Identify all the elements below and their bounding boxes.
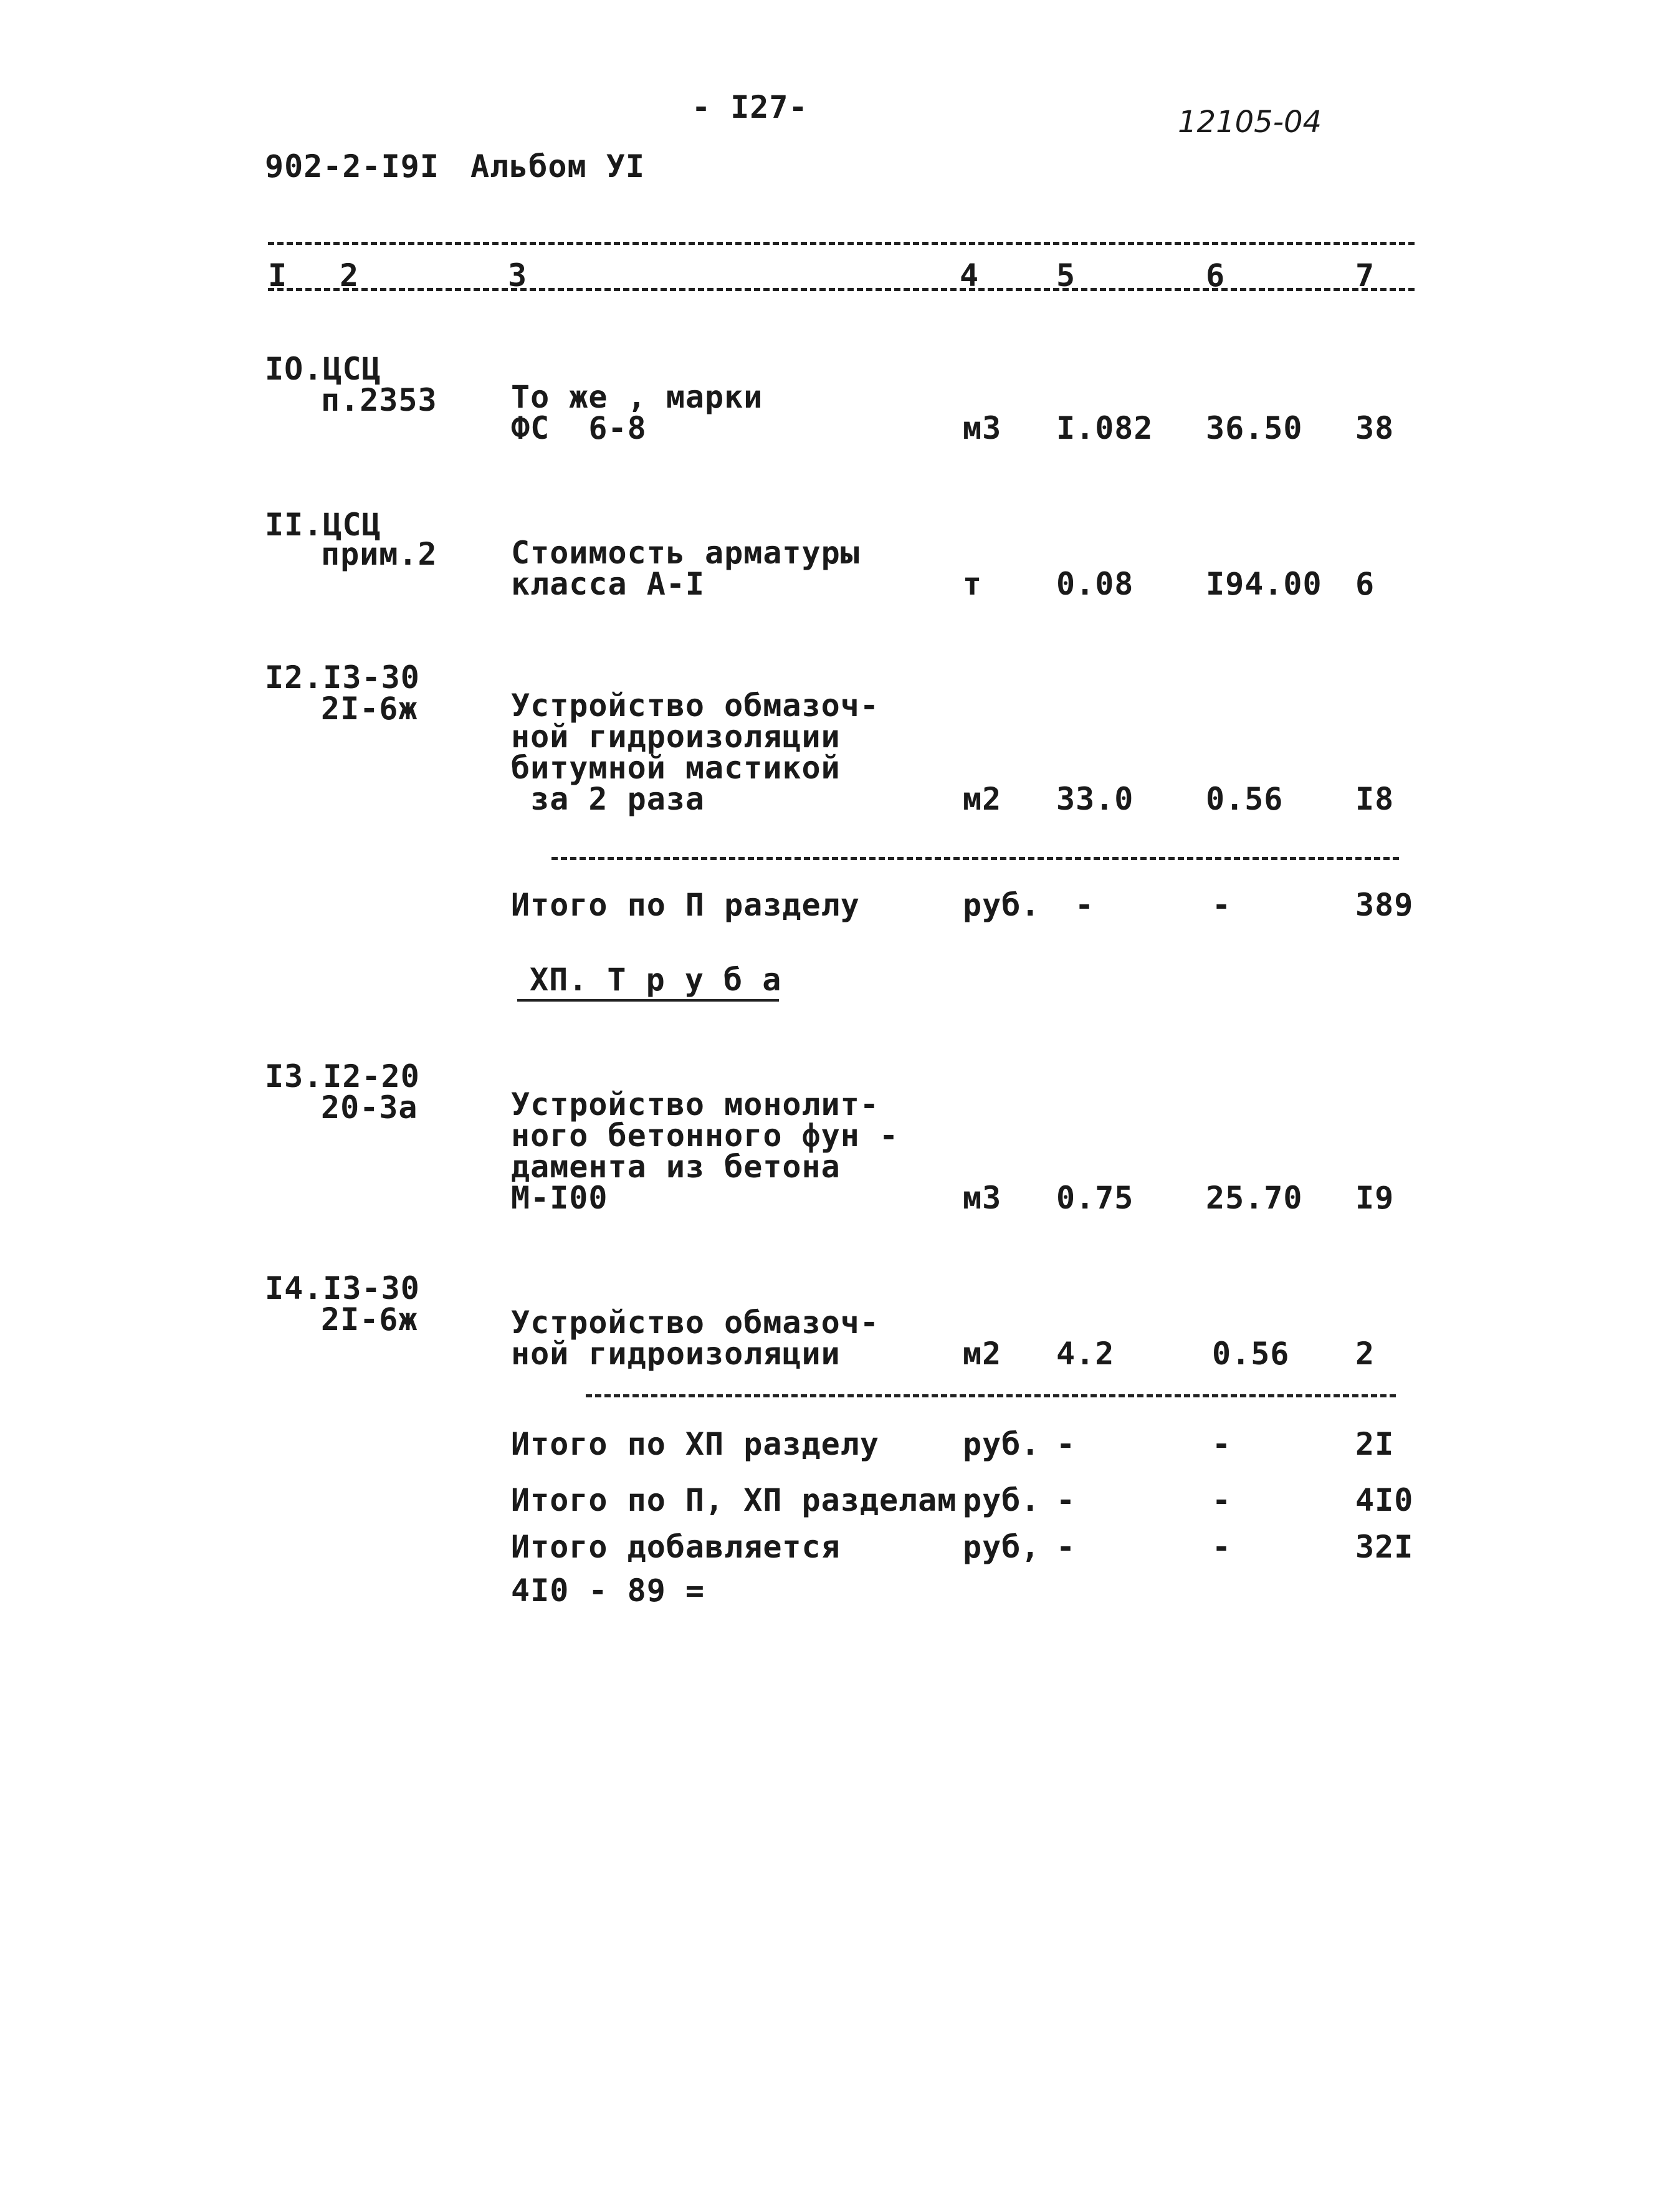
- document-code: 902-2-I9I: [265, 148, 439, 184]
- subtotal-sections-price: -: [1212, 1482, 1232, 1518]
- header-top-rule: [268, 242, 1415, 245]
- subtotal-section-12-price: -: [1212, 1426, 1232, 1462]
- row-12-desc-3: битумной мастикой: [511, 750, 841, 786]
- subtotal-section-12-label: Итого по ХП разделу: [511, 1426, 879, 1462]
- subtotal-sections-label: Итого по П, ХП разделам: [511, 1482, 957, 1518]
- row-12-desc-4: за 2 раза: [511, 781, 705, 817]
- row-13-code-2: 20-3а: [321, 1089, 418, 1126]
- row-10-qty: I.082: [1056, 410, 1153, 446]
- column-number-7: 7: [1355, 257, 1375, 294]
- row-12-code-2: 2I-6ж: [321, 691, 418, 727]
- subtotal-sections-unit: руб.: [963, 1482, 1041, 1518]
- row-13-desc-4: М-I00: [511, 1180, 608, 1216]
- row-10-desc-2: ФС 6-8: [511, 410, 647, 446]
- subtotal-rule-2: [586, 1394, 1396, 1397]
- row-11-qty: 0.08: [1056, 566, 1134, 602]
- row-10-total: 38: [1355, 410, 1395, 446]
- row-12-qty: 33.0: [1056, 781, 1134, 817]
- row-14-desc-1: Устройство обмазоч-: [511, 1304, 879, 1341]
- row-14-code-2: 2I-6ж: [321, 1301, 418, 1338]
- section-title-underline: [517, 999, 779, 1002]
- row-14-qty: 4.2: [1056, 1336, 1115, 1372]
- handwritten-code: 12105-04: [1178, 105, 1322, 140]
- section-title: ХП. Т р у б а: [530, 962, 782, 998]
- added-total-total: 32I: [1355, 1529, 1414, 1565]
- added-total-qty: -: [1056, 1529, 1076, 1565]
- row-12-price: 0.56: [1206, 781, 1284, 817]
- row-14-unit: м2: [963, 1336, 1002, 1372]
- album-label: Альбом УI: [470, 148, 645, 184]
- column-number-3: 3: [508, 257, 528, 294]
- row-13-unit: м3: [963, 1180, 1002, 1216]
- row-13-total: I9: [1355, 1180, 1395, 1216]
- row-14-code-1: I4.I3-30: [265, 1270, 420, 1306]
- added-total-label: Итого добавляется: [511, 1529, 841, 1565]
- column-number-4: 4: [960, 257, 980, 294]
- row-12-code-1: I2.I3-30: [265, 659, 420, 696]
- row-13-price: 25.70: [1206, 1180, 1303, 1216]
- header-bottom-rule: [268, 288, 1415, 291]
- row-13-code-1: I3.I2-20: [265, 1058, 420, 1094]
- subtotal-section-12-qty: -: [1056, 1426, 1076, 1462]
- subtotal-sections-qty: -: [1056, 1482, 1076, 1518]
- row-13-desc-1: Устройство монолит-: [511, 1086, 879, 1123]
- row-11-code-1: II.ЦСЦ: [265, 507, 381, 543]
- row-12-total: I8: [1355, 781, 1395, 817]
- subtotal-section-2-unit: руб.: [963, 887, 1041, 923]
- row-11-desc-1: Стоимость арматуры: [511, 535, 860, 571]
- row-11-total: 6: [1355, 566, 1375, 602]
- row-10-price: 36.50: [1206, 410, 1303, 446]
- column-number-6: 6: [1206, 257, 1226, 294]
- subtotal-section-12-total: 2I: [1355, 1426, 1395, 1462]
- column-number-2: 2: [340, 257, 360, 294]
- added-total-unit: руб,: [963, 1529, 1041, 1565]
- formula: 4I0 - 89 =: [511, 1573, 705, 1609]
- row-14-price: 0.56: [1212, 1336, 1290, 1372]
- subtotal-rule-1: [551, 857, 1399, 860]
- row-14-desc-2: ной гидроизоляции: [511, 1336, 841, 1372]
- row-12-desc-1: Устройство обмазоч-: [511, 687, 879, 724]
- row-11-price: I94.00: [1206, 566, 1322, 602]
- row-10-code-2: п.2353: [321, 382, 437, 418]
- row-10-unit: м3: [963, 410, 1002, 446]
- subtotal-section-2-price: -: [1212, 887, 1232, 923]
- column-number-5: 5: [1056, 257, 1076, 294]
- row-10-code-1: IO.ЦСЦ: [265, 351, 381, 387]
- row-13-desc-3: дамента из бетона: [511, 1149, 841, 1185]
- page-number: - I27-: [692, 89, 808, 125]
- row-12-desc-2: ной гидроизоляции: [511, 719, 841, 755]
- added-total-price: -: [1212, 1529, 1232, 1565]
- subtotal-section-2-qty: -: [1075, 887, 1095, 923]
- subtotal-section-2-total: 389: [1355, 887, 1414, 923]
- row-11-unit: т: [963, 566, 983, 602]
- subtotal-sections-total: 4I0: [1355, 1482, 1414, 1518]
- subtotal-section-12-unit: руб.: [963, 1426, 1041, 1462]
- row-11-desc-2: класса А-I: [511, 566, 705, 602]
- row-11-code-2: прим.2: [321, 536, 437, 572]
- column-number-1: I: [268, 257, 288, 294]
- subtotal-section-2-label: Итого по П разделу: [511, 887, 860, 923]
- row-14-total: 2: [1355, 1336, 1375, 1372]
- row-10-desc-1: То же , марки: [511, 379, 763, 415]
- row-13-desc-2: ного бетонного фун -: [511, 1118, 899, 1154]
- row-13-qty: 0.75: [1056, 1180, 1134, 1216]
- row-12-unit: м2: [963, 781, 1002, 817]
